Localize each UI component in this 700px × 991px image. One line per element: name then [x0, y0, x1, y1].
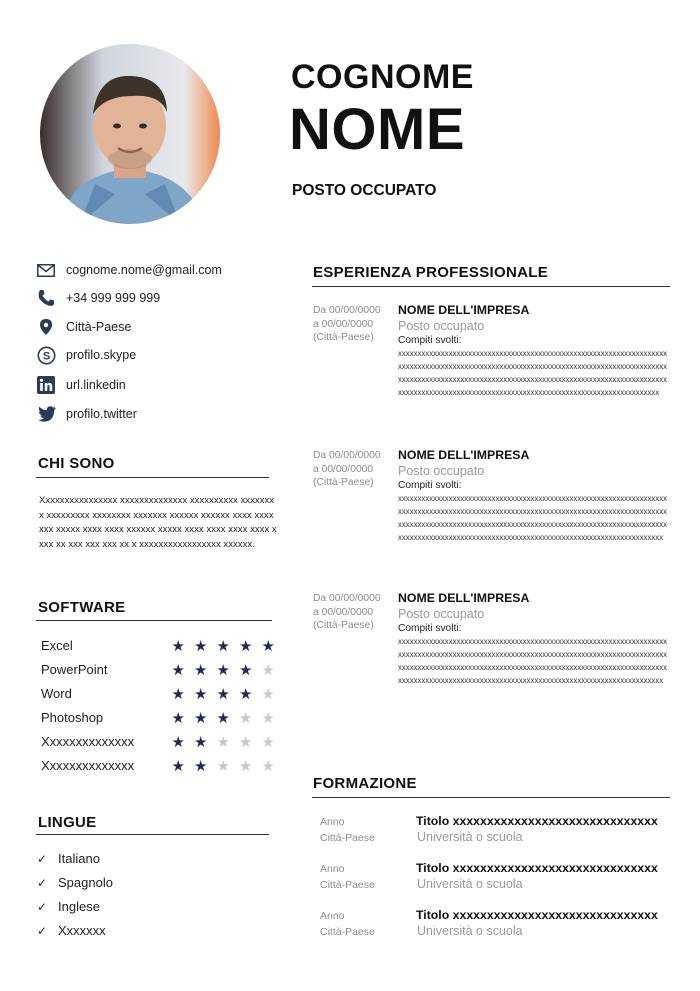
- education-place: Città-Paese: [320, 878, 375, 891]
- education-divider: [312, 797, 670, 798]
- about-section-title: CHI SONO: [38, 455, 115, 472]
- star-empty-icon: ★: [261, 686, 275, 703]
- language-name: Xxxxxxx: [58, 923, 106, 938]
- language-name: Spagnolo: [58, 875, 113, 890]
- star-empty-icon: ★: [216, 734, 230, 751]
- star-filled-icon: ★: [171, 638, 185, 655]
- experience-tasks-text: xxxxxxxxxxxxxxxxxxxxxxxxxxxxxxxxxxxxxxxxxxxxxxxxxxxxxxxxxxxxxxxxxxxxxxxxxxxxxxxxxxxxxxxxxxxxxxxxxxxxxxxxxxxxxxxxxxxxxxxxxxxxxxxxxxxxxxxxxxxxxxxxxxxxxxxxxxxxxxxxxxxxxxxxxxxxxxxxxxxxxxxxxxxxxxxxxxxxxxxxxxxxxxxxxxxxxxxxxxxxxxxxxxxxxxxxxxxxxxxxxxxxxxxxxxxxxxxxxxxxxxxxxxxxxxxxxx: [398, 349, 667, 397]
- software-name: Word: [41, 686, 72, 701]
- about-text: Xxxxxxxxxxxxxxxx xxxxxxxxxxxxxx xxxxxxxxxx xxxxxxxx xxxxxxxxx xxxxxxxx xxxxxxx xxxxxx xxxxxx xxxx xxxxxxx xxxxx xxxx xxxx xxxxxx xxxxx xxxx xxxx xxxx xxxx xxxx xx xxx xxx xxx xx x xxxxxxxxxxxxxxxxx xxxxxx.: [39, 495, 277, 550]
- education-year: Anno: [320, 910, 345, 922]
- location-pin-icon: [36, 317, 56, 337]
- education-year: Anno: [320, 863, 345, 875]
- education-meta: [320, 815, 375, 846]
- star-filled-icon: ★: [171, 734, 185, 751]
- contact-email[interactable]: [36, 259, 222, 281]
- contact-linkedin[interactable]: [36, 374, 126, 396]
- star-empty-icon: ★: [261, 710, 275, 727]
- experience-role: Posto occupato: [398, 607, 485, 621]
- experience-tasks-text: xxxxxxxxxxxxxxxxxxxxxxxxxxxxxxxxxxxxxxxxxxxxxxxxxxxxxxxxxxxxxxxxxxxxxxxxxxxxxxxxxxxxxxxxxxxxxxxxxxxxxxxxxxxxxxxxxxxxxxxxxxxxxxxxxxxxxxxxxxxxxxxxxxxxxxxxxxxxxxxxxxxxxxxxxxxxxxxxxxxxxxxxxxxxxxxxxxxxxxxxxxxxxxxxxxxxxxxxxxxxxxxxxxxxxxxxxxxxxxxxxxxxxxxxxxxxxxxxxxxxxxxxxxxxxxxxxxx: [398, 637, 667, 685]
- contact-phone[interactable]: [36, 287, 161, 309]
- star-empty-icon: ★: [216, 758, 230, 775]
- first-name: NOME: [289, 97, 465, 162]
- email-icon: [36, 260, 56, 280]
- star-filled-icon: ★: [239, 662, 253, 679]
- experience-dates: [313, 449, 381, 490]
- star-empty-icon: ★: [261, 662, 275, 679]
- contact-location: [36, 316, 132, 338]
- star-filled-icon: ★: [194, 710, 208, 727]
- checkmark-icon: ✓: [37, 851, 48, 866]
- software-rating: [167, 687, 280, 703]
- language-name: Italiano: [58, 851, 100, 866]
- languages-section-title: LINGUE: [38, 814, 97, 831]
- star-filled-icon: ★: [216, 686, 230, 703]
- experience-date-from: Da 00/00/0000: [313, 593, 381, 604]
- software-name: PowerPoint: [41, 662, 108, 677]
- experience-role: Posto occupato: [398, 319, 485, 333]
- star-filled-icon: ★: [194, 686, 208, 703]
- experience-role: Posto occupato: [398, 464, 485, 478]
- skype-icon: [36, 345, 56, 365]
- star-empty-icon: ★: [261, 758, 275, 775]
- star-empty-icon: ★: [239, 734, 253, 751]
- software-name: Xxxxxxxxxxxxxx: [41, 734, 135, 749]
- education-place: Città-Paese: [320, 831, 375, 844]
- star-filled-icon: ★: [216, 662, 230, 679]
- education-title: Titolo xxxxxxxxxxxxxxxxxxxxxxxxxxxxxx: [416, 814, 658, 828]
- contact-linkedin-text: url.linkedin: [66, 378, 126, 392]
- software-rating: [167, 639, 280, 655]
- experience-dates: [313, 304, 381, 345]
- experience-tasks-label: Compiti svolti:: [398, 623, 462, 634]
- linkedin-icon: [36, 375, 56, 395]
- experience-date-from: Da 00/00/0000: [313, 305, 381, 316]
- language-item: [37, 851, 100, 866]
- contact-phone-text: +34 999 999 999: [66, 291, 161, 305]
- star-filled-icon: ★: [194, 638, 208, 655]
- language-item: [37, 875, 113, 890]
- star-empty-icon: ★: [261, 734, 275, 751]
- about-divider: [36, 477, 269, 478]
- contact-twitter-text: profilo.twitter: [66, 407, 137, 421]
- software-rating: [167, 759, 280, 775]
- experience-company: NOME DELL'IMPRESA: [398, 591, 530, 605]
- education-place: Città-Paese: [320, 925, 375, 938]
- profile-photo: [40, 44, 220, 224]
- star-filled-icon: ★: [171, 758, 185, 775]
- software-section-title: SOFTWARE: [38, 599, 126, 616]
- software-rating: [167, 735, 280, 751]
- experience-tasks-text: xxxxxxxxxxxxxxxxxxxxxxxxxxxxxxxxxxxxxxxxxxxxxxxxxxxxxxxxxxxxxxxxxxxxxxxxxxxxxxxxxxxxxxxxxxxxxxxxxxxxxxxxxxxxxxxxxxxxxxxxxxxxxxxxxxxxxxxxxxxxxxxxxxxxxxxxxxxxxxxxxxxxxxxxxxxxxxxxxxxxxxxxxxxxxxxxxxxxxxxxxxxxxxxxxxxxxxxxxxxxxxxxxxxxxxxxxxxxxxxxxxxxxxxxxxxxxxxxxxxxxxxxxxxxxxxxxxx: [398, 494, 667, 542]
- experience-place: (Città-Paese): [313, 477, 374, 488]
- star-filled-icon: ★: [171, 686, 185, 703]
- contact-location-text: Città-Paese: [66, 320, 132, 334]
- software-name: Excel: [41, 638, 73, 653]
- star-filled-icon: ★: [194, 758, 208, 775]
- star-empty-icon: ★: [239, 710, 253, 727]
- contact-twitter[interactable]: [36, 403, 137, 425]
- star-filled-icon: ★: [194, 734, 208, 751]
- star-filled-icon: ★: [194, 662, 208, 679]
- experience-date-to: a 00/00/0000: [313, 318, 374, 330]
- experience-date-from: Da 00/00/0000: [313, 450, 381, 461]
- experience-dates: [313, 592, 381, 633]
- software-divider: [36, 620, 272, 621]
- contact-skype[interactable]: [36, 344, 137, 366]
- experience-tasks-label: Compiti svolti:: [398, 480, 462, 491]
- twitter-icon: [36, 404, 56, 424]
- software-name: Xxxxxxxxxxxxxx: [41, 758, 135, 773]
- star-empty-icon: ★: [239, 758, 253, 775]
- experience-entry: [398, 303, 670, 399]
- experience-company: NOME DELL'IMPRESA: [398, 448, 530, 462]
- star-filled-icon: ★: [216, 710, 230, 727]
- education-title: Titolo xxxxxxxxxxxxxxxxxxxxxxxxxxxxxx: [416, 908, 658, 922]
- surname: COGNOME: [291, 58, 474, 96]
- language-name: Inglese: [58, 899, 100, 914]
- software-rating: [167, 711, 280, 727]
- contact-email-text: cognome.nome@gmail.com: [66, 263, 222, 277]
- education-school: Università o scuola: [417, 877, 523, 891]
- experience-divider: [312, 286, 670, 287]
- experience-date-to: a 00/00/0000: [313, 606, 374, 618]
- education-year: Anno: [320, 816, 345, 828]
- software-name: Photoshop: [41, 710, 104, 725]
- education-title: Titolo xxxxxxxxxxxxxxxxxxxxxxxxxxxxxx: [416, 861, 658, 875]
- education-school: Università o scuola: [417, 924, 523, 938]
- checkmark-icon: ✓: [37, 899, 48, 914]
- experience-place: (Città-Paese): [313, 620, 374, 631]
- education-section-title: FORMAZIONE: [313, 775, 417, 792]
- experience-company: NOME DELL'IMPRESA: [398, 303, 530, 317]
- languages-divider: [36, 834, 269, 835]
- education-meta: [320, 909, 375, 940]
- language-item: [37, 923, 106, 938]
- contact-skype-text: profilo.skype: [66, 348, 137, 362]
- education-meta: [320, 862, 375, 893]
- language-item: [37, 899, 100, 914]
- experience-place: (Città-Paese): [313, 332, 374, 343]
- star-filled-icon: ★: [171, 662, 185, 679]
- star-filled-icon: ★: [239, 638, 253, 655]
- software-rating: [167, 663, 280, 679]
- education-school: Università o scuola: [417, 830, 523, 844]
- experience-entry: [398, 591, 670, 687]
- experience-entry: [398, 448, 670, 544]
- star-filled-icon: ★: [239, 686, 253, 703]
- experience-date-to: a 00/00/0000: [313, 463, 374, 475]
- experience-tasks-label: Compiti svolti:: [398, 335, 462, 346]
- star-filled-icon: ★: [216, 638, 230, 655]
- svg-text:S: S: [42, 350, 50, 362]
- star-filled-icon: ★: [261, 638, 275, 655]
- checkmark-icon: ✓: [37, 923, 48, 938]
- star-filled-icon: ★: [171, 710, 185, 727]
- experience-section-title: ESPERIENZA PROFESSIONALE: [313, 264, 549, 281]
- phone-icon: [36, 288, 56, 308]
- checkmark-icon: ✓: [37, 875, 48, 890]
- job-title: POSTO OCCUPATO: [292, 182, 437, 199]
